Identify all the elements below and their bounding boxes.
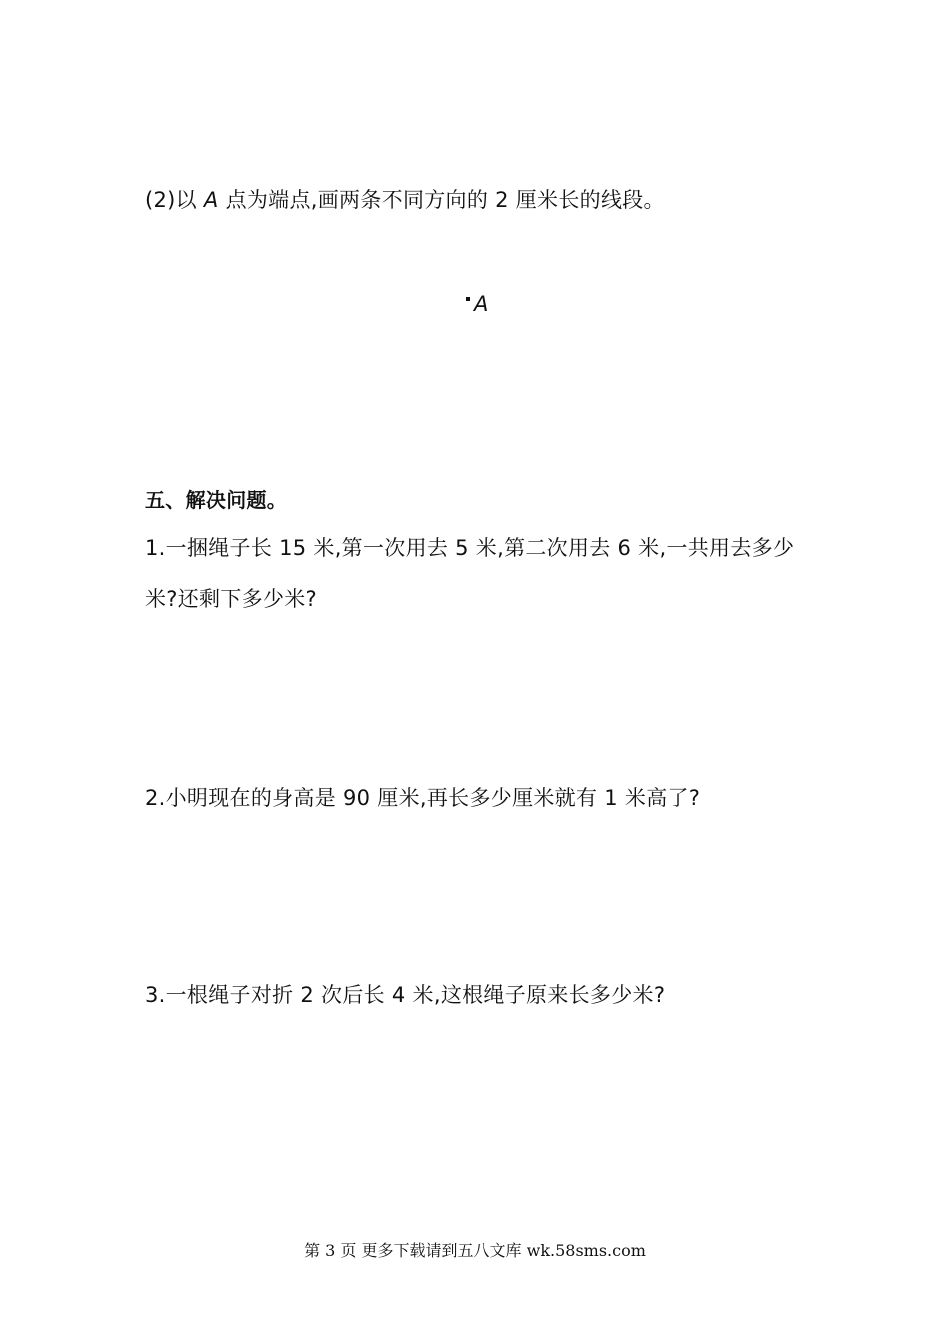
point-a[interactable] bbox=[466, 290, 488, 318]
point-dot bbox=[466, 297, 470, 301]
point-label: A bbox=[474, 292, 489, 316]
draw-segments-instruction bbox=[145, 186, 665, 214]
problem-1-line-1: 1.一捆绳子长 15 米,第一次用去 5 米,第二次用去 6 米,一共用去多少 bbox=[145, 536, 795, 560]
problem-3: 3.一根绳子对折 2 次后长 4 米,这根绳子原来长多少米? bbox=[145, 983, 666, 1007]
point-variable: A bbox=[203, 188, 219, 212]
section-heading: 五、解决问题。 bbox=[145, 488, 288, 512]
instruction-prefix: (2)以 bbox=[145, 188, 204, 212]
page-footer: 第 3 页 更多下载请到五八文库 wk.58sms.com bbox=[304, 1241, 646, 1260]
problem-1-line-2: 米?还剩下多少米? bbox=[145, 587, 317, 611]
instruction-suffix: 点为端点,画两条不同方向的 2 厘米长的线段。 bbox=[218, 188, 665, 212]
problem-2: 2.小明现在的身高是 90 厘米,再长多少厘米就有 1 米高了? bbox=[145, 786, 701, 810]
